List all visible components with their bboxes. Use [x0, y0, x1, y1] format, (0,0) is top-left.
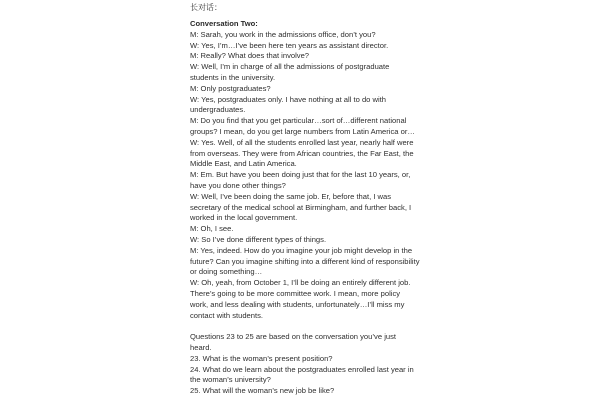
transcript-line: contact with students. — [190, 310, 264, 320]
transcript-line: M: Do you find that you get particular…sort of…different national — [190, 116, 407, 126]
transcript-line: M: Yes, indeed. How do you imagine your job might develop in the — [190, 245, 413, 255]
document-page — [190, 2, 590, 397]
transcript-line: W: Well, I’m in charge of all the admissions of postgraduate — [190, 62, 390, 72]
question-item: 23. What is the woman’s present position? — [190, 353, 333, 363]
transcript-line: work, and less dealing with students, unfortunately…I’ll miss my — [190, 299, 405, 309]
transcript-line: have you done other things? — [190, 180, 286, 190]
conversation-title: Conversation Two: — [190, 19, 258, 28]
transcript-line: Middle East, and Latin America. — [190, 159, 297, 169]
questions-intro-line: Questions 23 to 25 are based on the conversation you’ve just — [190, 332, 397, 342]
transcript-line: M: Only postgraduates? — [190, 83, 271, 93]
transcript-line: undergraduates. — [190, 105, 246, 115]
transcript — [190, 30, 590, 322]
transcript-line: worked in the local government. — [190, 213, 298, 223]
transcript-line: W: Oh, yeah, from October 1, I’ll be doing an entirely different job. — [190, 278, 411, 288]
transcript-line: W: Yes, I’m…I’ve been here ten years as assistant director. — [190, 40, 389, 50]
paragraph-gap — [190, 321, 590, 332]
transcript-line: M: Oh, I see. — [190, 224, 234, 234]
transcript-line: M: Em. But have you been doing just that for the last 10 years, or, — [190, 170, 411, 180]
transcript-line: secretary of the medical school at Birmingham, and further back, I — [190, 202, 412, 212]
transcript-line: W: Well, I’ve been doing the same job. Er, before that, I was — [190, 191, 392, 201]
transcript-line: M: Sarah, you work in the admissions office, don’t you? — [190, 29, 376, 39]
transcript-line: groups? I mean, do you get large numbers from Latin America or… — [190, 126, 415, 136]
transcript-line: future? Can you imagine shifting into a different kind of responsibility — [190, 256, 420, 266]
transcript-line: W: Yes, postgraduates only. I have nothing at all to do with — [190, 94, 387, 104]
question-item: 25. What will the woman’s new job be like? — [190, 386, 335, 396]
transcript-line: or doing something… — [190, 267, 263, 277]
questions-intro-line: heard. — [190, 342, 212, 352]
question-item: the woman’s university? — [190, 375, 271, 385]
transcript-line: W: Yes. Well, of all the students enrolled last year, nearly half were — [190, 137, 414, 147]
question-item: 24. What do we learn about the postgraduates enrolled last year in — [190, 364, 414, 374]
transcript-line: from overseas. They were from African countries, the Far East, the — [190, 148, 414, 158]
transcript-line: There’s going to be more committee work. I mean, more policy — [190, 288, 401, 298]
transcript-line: M: Really? What does that involve? — [190, 51, 310, 61]
section-heading: 长对话： — [190, 3, 222, 12]
questions-section — [190, 332, 590, 397]
transcript-line: W: So I’ve done different types of things. — [190, 234, 327, 244]
transcript-line: students in the university. — [190, 72, 276, 82]
